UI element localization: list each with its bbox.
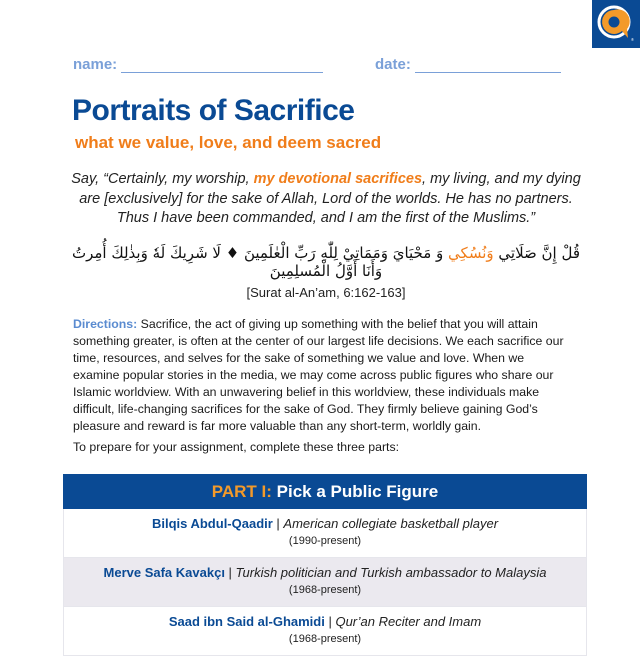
part-1-header	[63, 474, 587, 509]
quote-highlight: my devotional sacrifices	[253, 171, 423, 187]
arabic-verse	[60, 244, 592, 280]
quote-pre: Say, “Certainly, my worship,	[71, 171, 254, 187]
date-field[interactable]	[375, 56, 561, 73]
part-title: Pick a Public Figure	[271, 482, 439, 501]
name-field[interactable]	[73, 56, 323, 73]
figure-name: Bilqis Abdul-Qaadir	[151, 516, 273, 531]
verse-citation: [Surat al-An’am, 6:162-163]	[246, 285, 406, 300]
separator: |	[324, 614, 336, 629]
quran-translation	[60, 170, 592, 229]
directions	[73, 316, 573, 435]
figure-years: (1968-present)	[288, 633, 362, 645]
speech-bubble-q-logo-icon	[592, 0, 640, 48]
figure-description: Turkish politician and Turkish ambassador to Malaysia	[235, 565, 547, 580]
date-label: date:	[375, 56, 411, 73]
figure-years: (1990-present)	[288, 535, 362, 547]
date-line[interactable]	[415, 58, 561, 73]
figure-row[interactable]	[63, 607, 587, 656]
name-label: name:	[73, 56, 118, 73]
separator: |	[272, 516, 284, 531]
name-line[interactable]	[121, 58, 323, 73]
part-number: PART I:	[211, 482, 272, 501]
arabic-highlight: وَنُسُكِي	[448, 244, 494, 262]
arabic-post: وَ مَحْيَايَ وَمَمَاتِيْ لِلّٰهِ رَبِّ الْعٰلَمِينَ ♦ لَا شَرِيكَ لَهٗ وَبِذٰلِكَ أُمِرتُ وَأَنَا أَوَّلُ الْمُسلِمِينَ	[71, 244, 449, 280]
separator: |	[224, 565, 236, 580]
page-title: Portraits of Sacrifice	[72, 94, 355, 127]
page-subtitle: what we value, love, and deem sacred	[75, 133, 382, 152]
directions-text: Sacrifice, the act of giving up something with the belief that you will attain something greater, is often at the center of our largest life decisions. We each sacrifice our time, resources, and selves for the sake of something we value and love. When we examine popular stories in the media, we may come across public figures who share our Islamic worldview. With an unwavering belief in this worldview, these individuals make difficult, life-changing sacrifices for the sake of God. They firmly believe gaining God’s pleasure and reward is far more valuable than any short-term, worldly gain.	[73, 317, 564, 433]
figure-row[interactable]	[63, 558, 587, 607]
figure-years: (1968-present)	[288, 584, 362, 596]
prepare-instructions: To prepare for your assignment, complete these three parts:	[73, 440, 400, 454]
quote-post: , my living, and my dying	[422, 171, 581, 187]
arabic-pre: قُلْ إِنَّ صَلَاتِي	[493, 244, 581, 262]
logo	[592, 0, 640, 48]
svg-text:®: ®	[631, 37, 634, 42]
figure-description: Qur’an Reciter and Imam	[335, 614, 482, 629]
quote-line-3: Thus I have been commanded, and I am the first of the Muslims.”	[116, 210, 536, 226]
part-1-table	[63, 474, 587, 656]
figure-name: Saad ibn Said al-Ghamidi	[168, 614, 325, 629]
quote-line-2: are [exclusively] for the sake of Allah, Lord of the worlds. He has no partners.	[79, 190, 573, 207]
figure-name: Merve Safa Kavakçı	[103, 565, 225, 580]
figure-row[interactable]	[63, 509, 587, 558]
quote-line-1	[60, 170, 592, 190]
directions-label: Directions:	[73, 317, 138, 331]
figure-description: American collegiate basketball player	[283, 516, 499, 531]
student-fields	[73, 56, 573, 76]
